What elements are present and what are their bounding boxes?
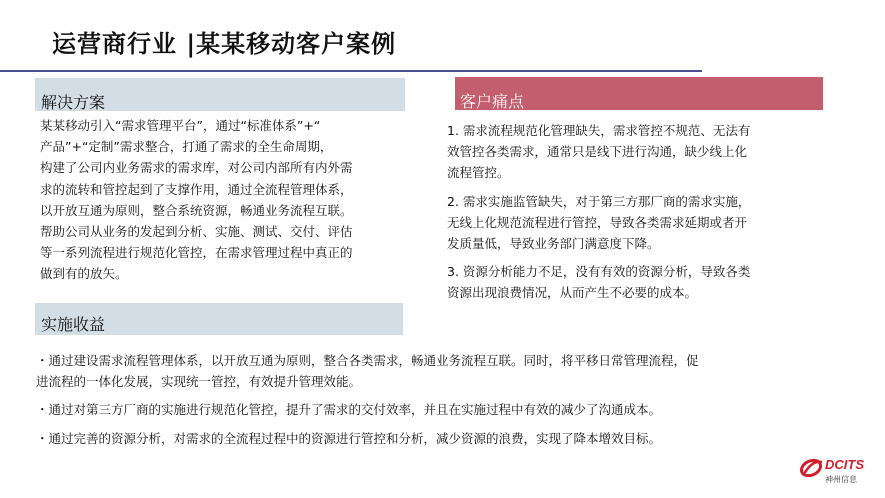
pain-point-line: 资源出现浪费情况，从而产生不必要的成本。 — [447, 285, 698, 301]
pain-point-line: 2. 需求实施监管缺失，对于第三方那厂商的需求实施， — [447, 193, 751, 209]
benefit-item — [36, 428, 699, 449]
benefit-line: ・通过完善的资源分析，对需求的全流程过程中的资源进行管控和分析，减少资源的浪费，实现了降本增效目标。 — [36, 430, 662, 446]
solution-header: 解决方案 — [35, 78, 405, 111]
solution-text — [40, 115, 353, 285]
solution-line: 某某移动引入“需求管理平台”，通过“标准体系”+“ — [40, 118, 321, 133]
pain-point-line: 流程管控。 — [447, 165, 510, 181]
pain-points-list — [447, 120, 750, 311]
pain-point-line: 1. 需求流程规范化管理缺失，需求管控不规范、无法有 — [447, 123, 751, 138]
solution-line: 以开放互通为原则，整合系统资源，畅通业务流程互联。 — [40, 202, 353, 218]
pain-point-line: 发质量低，导致业务部门满意度下降。 — [447, 236, 660, 252]
pain-point-item — [447, 191, 750, 255]
benefit-item — [36, 350, 699, 392]
pain-points-header: 客户痛点 — [455, 77, 823, 110]
benefit-line: ・通过对第三方厂商的实施进行规范化管控，提升了需求的交付效率，并且在实施过程中有效的减少了沟通成本。 — [36, 402, 662, 418]
solution-line: 求的流转和管控起到了支撑作用，通过全流程管理体系， — [40, 181, 353, 197]
pain-point-item — [447, 261, 750, 303]
benefits-header: 实施收益 — [35, 303, 403, 335]
svg-text:神州信息: 神州信息 — [825, 475, 857, 484]
solution-line: 产品”+“定制”需求整合，打通了需求的全生命周期， — [40, 139, 333, 155]
benefits-list — [36, 350, 699, 456]
svg-text:DCITS: DCITS — [825, 457, 864, 472]
pain-point-line: 无线上化规范流程进行管控，导致各类需求延期或者开 — [447, 214, 748, 230]
title-divider — [0, 70, 702, 72]
benefit-item — [36, 399, 699, 420]
solution-line: 等一系列流程进行规范化管控，在需求管理过程中真正的 — [40, 245, 353, 261]
solution-line: 构建了公司内业务需求的需求库，对公司内部所有内外需 — [40, 160, 353, 176]
dcits-logo — [800, 452, 880, 486]
page-title: 运营商行业 |某某移动客户案例 — [52, 30, 397, 58]
benefit-line: 进流程的一体化发展，实现统一管控，有效提升管理效能。 — [36, 374, 362, 390]
solution-line: 做到有的放矢。 — [40, 266, 128, 282]
solution-line: 帮助公司从业务的发起到分析、实施、测试、交付、评估 — [40, 224, 353, 240]
dcits-logo-mark — [800, 452, 880, 486]
pain-point-item — [447, 120, 750, 184]
pain-point-line: 3. 资源分析能力不足，没有有效的资源分析，导致各类 — [447, 264, 751, 280]
benefit-line: ・通过建设需求流程管理体系，以开放互通为原则，整合各类需求，畅通业务流程互联。同时，将平移日常管理流程，促 — [36, 353, 699, 368]
pain-point-line: 效管控各类需求，通常只是线下进行沟通，缺少线上化 — [447, 144, 748, 160]
